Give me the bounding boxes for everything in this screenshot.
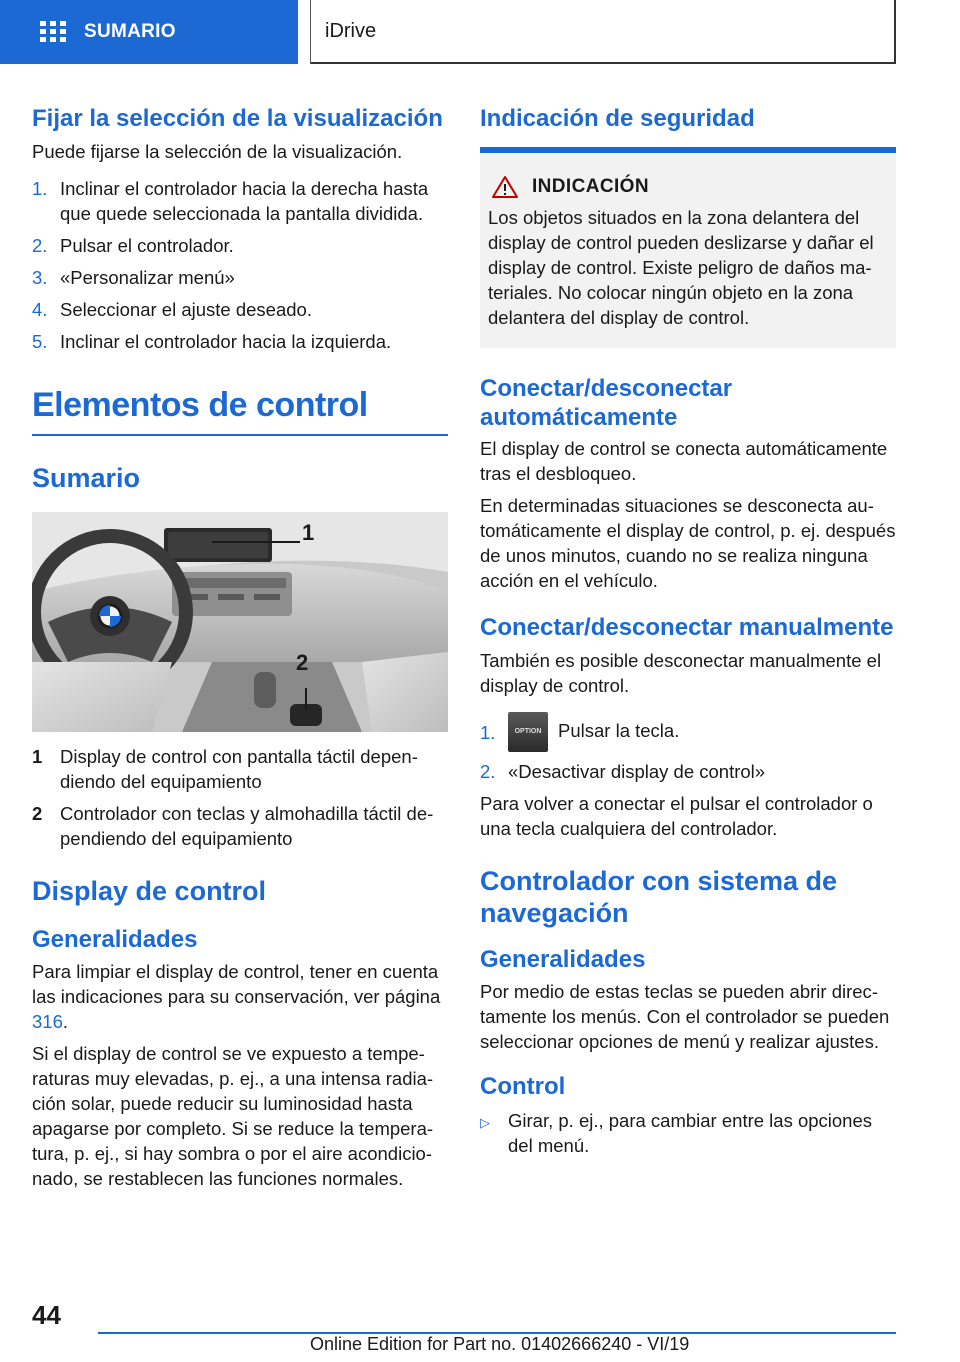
list-item: 1 Display de control con pantalla táctil dependiendo del equipamiento — [32, 746, 418, 792]
list-item: 2. Pulsar el controlador. — [32, 235, 234, 256]
list-item: 3. «Personalizar menú» — [32, 267, 235, 288]
general-paragraph-2: Si el display de control se ve expuesto a temperaturas muy elevadas, p. ej., a una intensa radiación solar, puede reducir su luminosidad hasta apagarse por completo. Si se reduce la temperatura, p. ej., si hay sombra o por el aire acondicionado, se restablecen las funciones normales. — [32, 1043, 434, 1189]
chapter-title: Elementos de control — [32, 386, 368, 424]
left-column — [32, 96, 448, 1191]
navigation-title: Controlador con sistema de navegación — [480, 866, 838, 928]
auto-paragraph-2: En determinadas situaciones se desconecta automáticamente el display de control, p. ej. después de unos minutos, cuando no se realiza ninguna acción en el vehículo. — [480, 495, 896, 591]
notice-title: INDICACIÓN — [532, 176, 649, 197]
summary-button[interactable] — [0, 0, 298, 64]
manual-title: Conectar/desconectar manualmente — [480, 614, 894, 641]
grid-menu-icon — [40, 21, 66, 43]
auto-paragraph-1: El display de control se conecta automáticamente tras el desbloqueo. — [480, 438, 888, 484]
list-item: 5. Inclinar el controlador hacia la izquierda. — [32, 331, 392, 352]
nav-general-title: Generalidades — [480, 946, 646, 973]
cockpit-illustration — [32, 512, 448, 732]
notice-header — [488, 175, 888, 199]
fix-selection-steps — [32, 176, 448, 354]
general-title: Generalidades — [32, 926, 198, 953]
nav-general-paragraph: Por medio de estas teclas se pueden abrir directamente los menús. Con el controlador se pueden seleccionar opciones de menú y realizar ajustes. — [480, 981, 890, 1052]
display-title: Display de control — [32, 876, 267, 906]
option-button-icon: OPTION — [508, 712, 548, 752]
general-paragraph-1: Para limpiar el display de control, tener en cuenta las indicaciones para su conservación, ver página 316. — [32, 961, 441, 1032]
notice-box — [480, 147, 896, 348]
manual-paragraph-2: Para volver a conectar el pulsar el controlador o una tecla cualquiera del controlador. — [480, 793, 873, 839]
page-number: 44 — [32, 1300, 61, 1330]
control-title: Control — [480, 1073, 566, 1100]
safety-title: Indicación de seguridad — [480, 105, 755, 132]
list-item: ▷ Girar, p. ej., para cambiar entre las opciones del menú. — [480, 1110, 873, 1156]
page-header — [0, 0, 960, 66]
auto-title: Conectar/desconectar automáticamente — [480, 375, 733, 431]
figure-label: 1 — [302, 520, 315, 545]
control-list — [480, 1108, 896, 1158]
triangle-bullet-icon: ▷ — [480, 1115, 490, 1130]
page-link[interactable]: 316 — [32, 1011, 63, 1032]
warning-icon — [492, 175, 518, 199]
fix-selection-intro: Puede fijarse la selección de la visualización. — [32, 141, 403, 162]
manual-steps — [480, 712, 896, 784]
figure-legend — [32, 744, 448, 851]
chapter-divider — [32, 434, 448, 436]
section-label: iDrive — [325, 19, 377, 42]
summary-label: SUMARIO — [84, 21, 176, 42]
section-tab-idrive[interactable] — [311, 0, 896, 64]
list-item: 1. Inclinar el controlador hacia la derecha hasta que quede seleccionada la pantalla dividida. — [32, 178, 429, 224]
notice-text: Los objetos situados en la zona delantera del display de control pueden deslizarse y dañar el display de control. Existe peligro de daños materiales. No colocar ningún objeto en la zona delantera del display de control. — [488, 207, 874, 328]
page-footer — [0, 1300, 960, 1362]
edition-text: Online Edition for Part no. 01402666240 - VI/19 — [310, 1334, 690, 1354]
list-item: 2 Controlador con teclas y almohadilla táctil dependiendo del equipamiento — [32, 803, 434, 849]
right-column — [480, 96, 896, 1158]
figure-label: 2 — [296, 650, 309, 675]
summary-title: Sumario — [32, 463, 141, 493]
cockpit-photo — [32, 512, 448, 732]
list-item: 4. Seleccionar el ajuste deseado. — [32, 299, 312, 320]
list-item: 1. OPTION Pulsar la tecla. — [480, 712, 896, 752]
manual-paragraph-1: También es posible desconectar manualmente el display de control. — [480, 650, 882, 696]
fix-selection-title: Fijar la selección de la visualización — [32, 105, 443, 132]
list-item: 2. «Desactivar display de control» — [480, 761, 766, 782]
